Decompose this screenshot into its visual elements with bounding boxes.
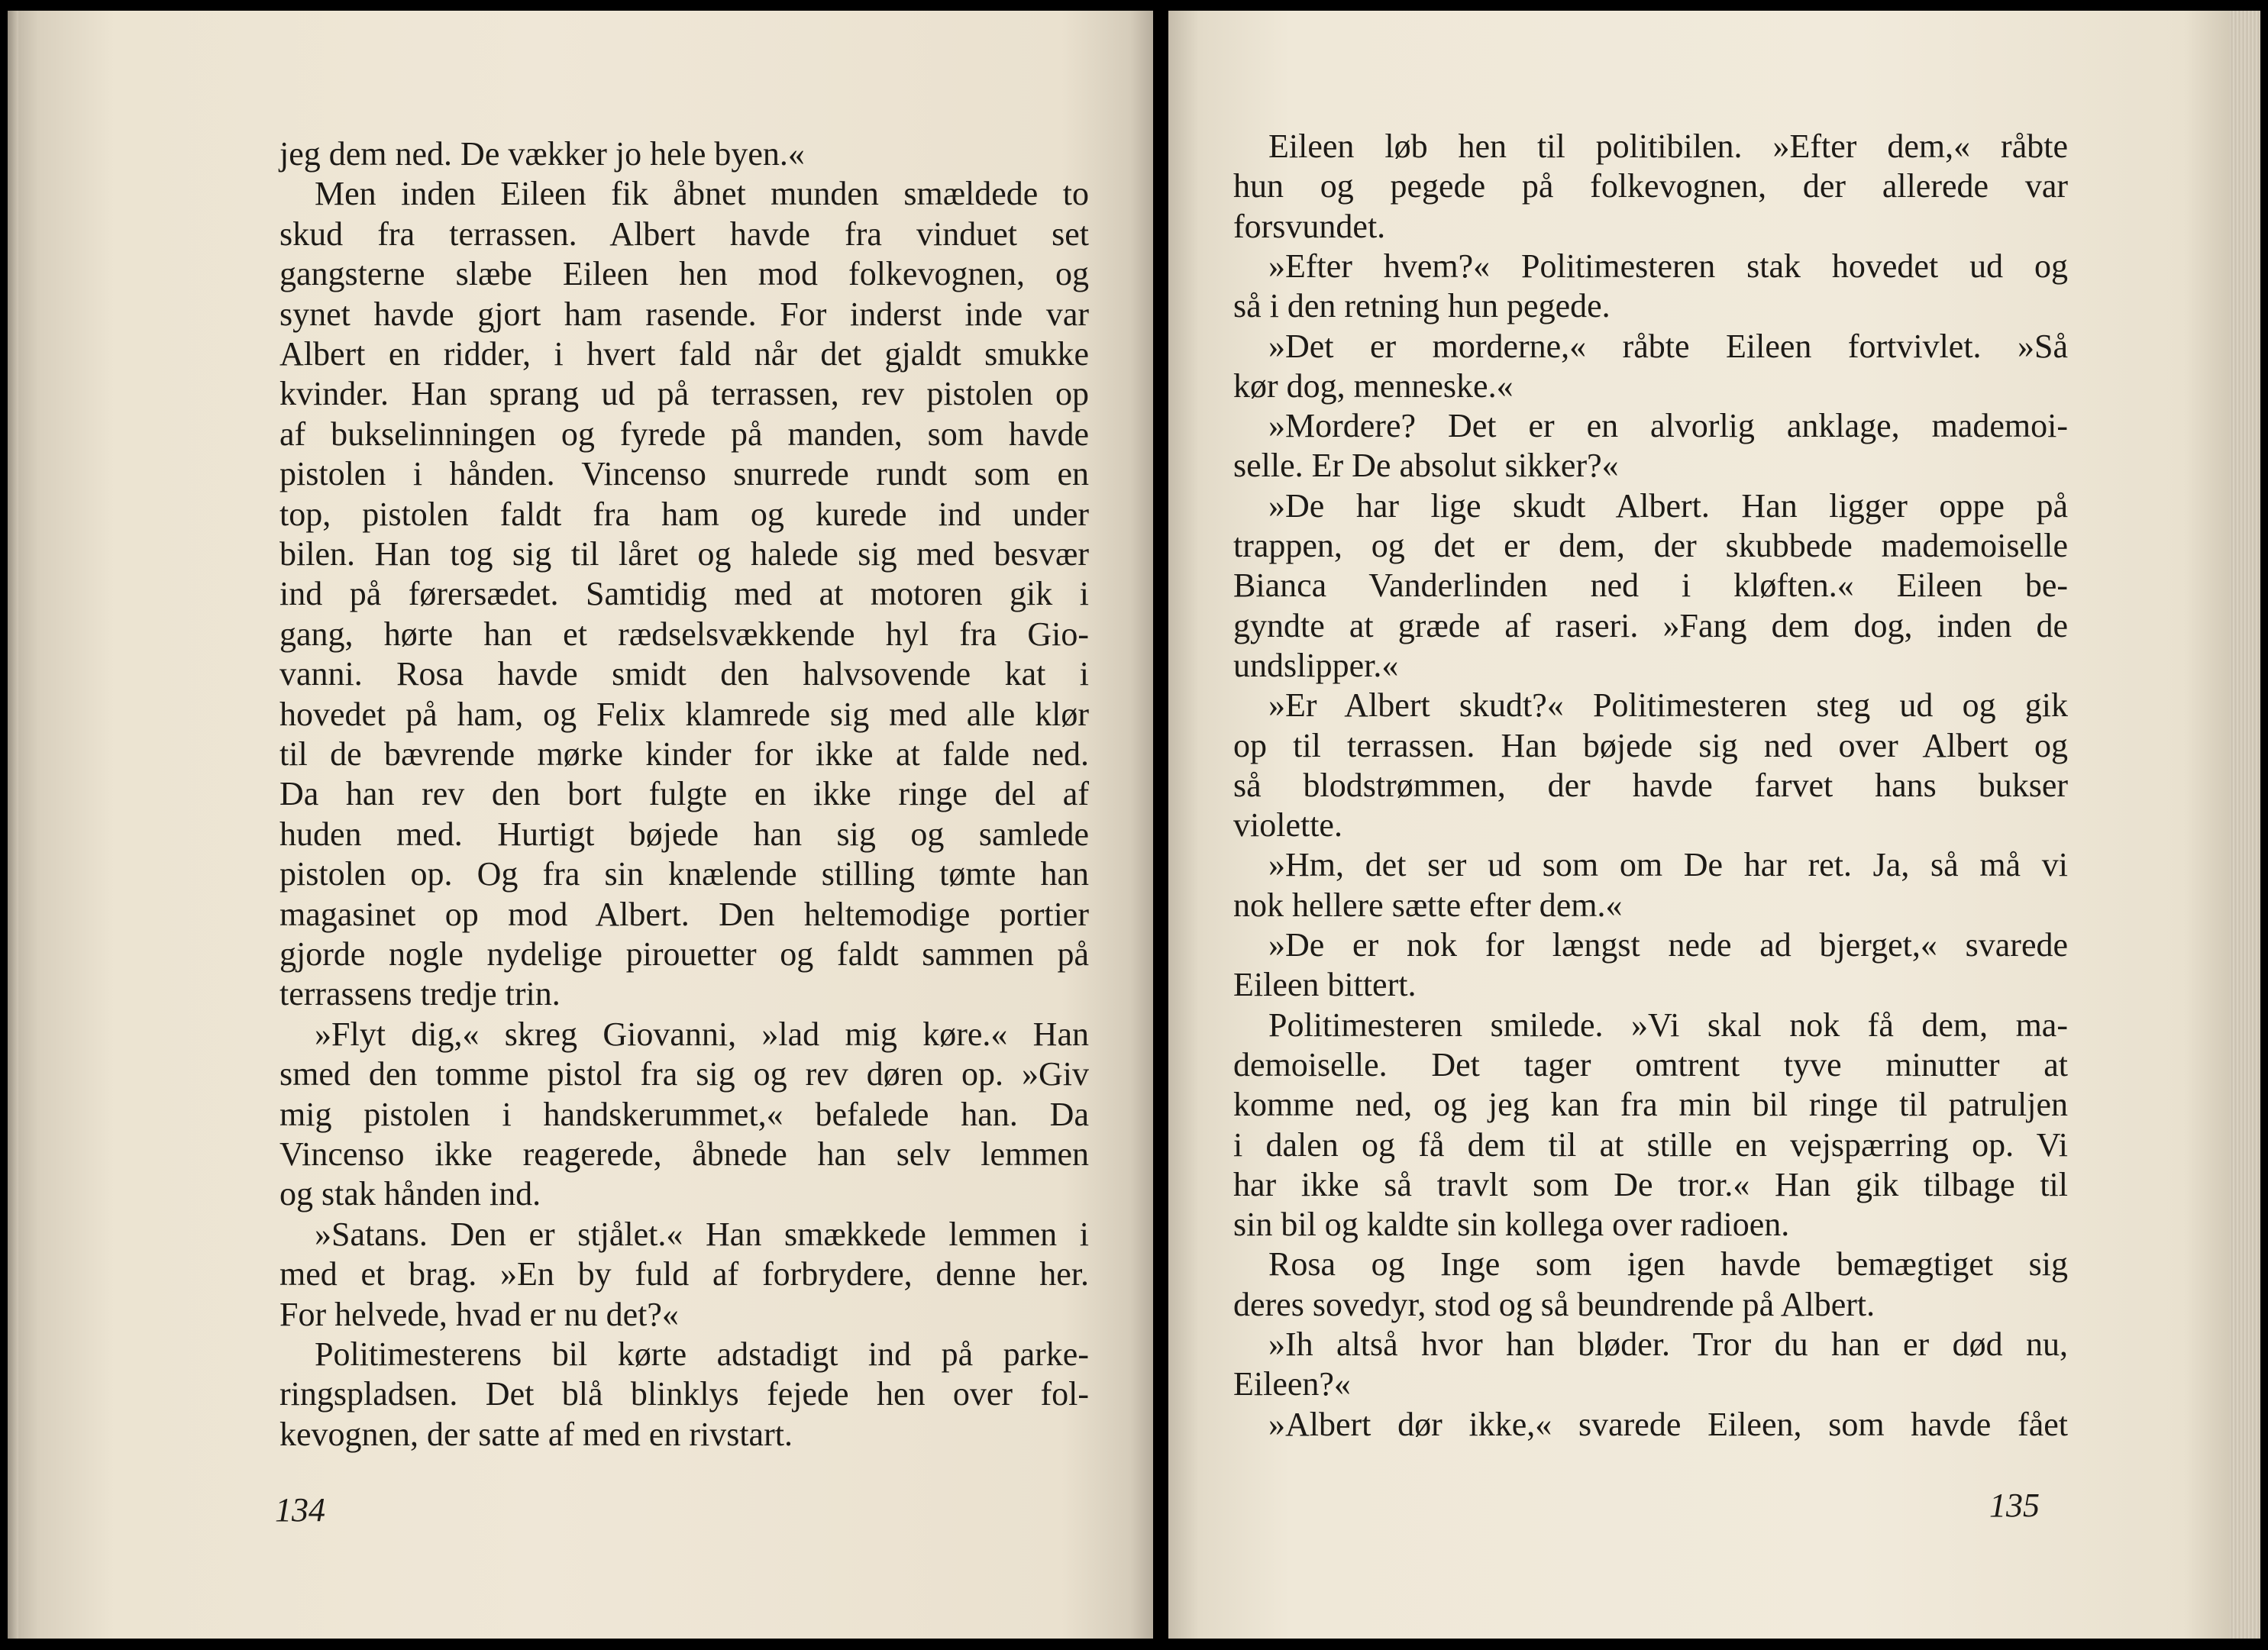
text-line: selle. Er De absolut sikker?« xyxy=(1233,447,1619,485)
text-line: gyndte at græde af raseri. »Fang dem dog, inden de xyxy=(1233,606,2068,644)
left-page-edge-shadow xyxy=(8,11,18,1639)
left-book-page xyxy=(8,11,1153,1639)
text-line: gjorde nogle nydelige pirouetter og faldt sammen på xyxy=(279,935,1089,973)
text-line: hovedet på ham, og Felix klamrede sig med alle klør xyxy=(279,695,1089,733)
text-line: gangsterne slæbe Eileen hen mod folkevognen, og xyxy=(279,255,1089,293)
text-line: hun og pegede på folkevognen, der allerede var xyxy=(1233,167,2068,205)
right-book-page xyxy=(1168,11,2260,1639)
right-page-number: 135 xyxy=(1989,1487,2040,1524)
text-line: og stak hånden ind. xyxy=(279,1175,541,1213)
text-line: »De har lige skudt Albert. Han ligger oppe på xyxy=(1268,486,2068,525)
text-line: Bianca Vanderlinden ned i kløften.« Eileen be- xyxy=(1233,567,2068,605)
text-line: op til terrassen. Han bøjede sig ned over Albert og xyxy=(1233,726,2068,764)
text-line: »Satans. Den er stjålet.« Han smækkede lemmen i xyxy=(315,1215,1089,1253)
right-page-stack-edge xyxy=(2230,11,2260,1639)
text-line: bilen. Han tog sig til låret og halede sig med besvær xyxy=(279,535,1089,573)
text-line: top, pistolen faldt fra ham og kurede ind under xyxy=(279,495,1089,533)
text-line: i dalen og få dem til at stille en vejspærring op. Vi xyxy=(1233,1125,2068,1164)
text-line: til de bævrende mørke kinder for ikke at falde ned. xyxy=(279,735,1089,773)
text-line: smed den tomme pistol fra sig og rev døren op. »Giv xyxy=(279,1055,1089,1093)
text-line: »Det er morderne,« råbte Eileen fortvivlet. »Så xyxy=(1268,327,2068,365)
text-line: sin bil og kaldte sin kollega over radioen. xyxy=(1233,1206,1790,1244)
text-line: »Efter hvem?« Politimesteren stak hovedet ud og xyxy=(1268,247,2068,285)
text-line: Men inden Eileen fik åbnet munden smældede to xyxy=(315,175,1089,213)
text-line: ind på førersædet. Samtidig med at motoren gik i xyxy=(279,575,1089,613)
text-line: Da han rev den bort fulgte en ikke ringe del af xyxy=(279,775,1089,813)
text-line: har ikke så travlt som De tror.« Han gik tilbage til xyxy=(1233,1165,2068,1203)
text-line: »Ih altså hvor han bløder. Tror du han er død nu, xyxy=(1268,1325,2068,1363)
text-line: Eileen?« xyxy=(1233,1365,1351,1403)
text-line: For helvede, hvad er nu det?« xyxy=(279,1295,679,1333)
text-line: Eileen bittert. xyxy=(1233,966,1417,1004)
left-page-number: 134 xyxy=(275,1491,325,1529)
text-line: Vincenso ikke reagerede, åbnede han selv lemmen xyxy=(279,1135,1089,1173)
text-line: Rosa og Inge som igen havde bemægtiget sig xyxy=(1268,1245,2068,1284)
text-line: mig pistolen i handskerummet,« befalede han. Da xyxy=(279,1095,1089,1133)
text-line: trappen, og det er dem, der skubbede mademoiselle xyxy=(1233,527,2068,564)
text-line: jeg dem ned. De vækker jo hele byen.« xyxy=(279,135,805,173)
text-line: Albert en ridder, i hvert fald når det gjaldt smukke xyxy=(279,335,1089,373)
text-line: huden med. Hurtigt bøjede han sig og samlede xyxy=(279,815,1089,853)
text-line: så i den retning hun pegede. xyxy=(1233,287,1611,325)
text-line: deres sovedyr, stod og så beundrende på Albert. xyxy=(1233,1285,1875,1323)
text-line: »De er nok for længst nede ad bjerget,« svarede xyxy=(1268,926,2068,964)
text-line: gang, hørte han et rædselsvækkende hyl fra Gio- xyxy=(279,615,1089,653)
text-line: synet havde gjort ham rasende. For inderst inde var xyxy=(279,295,1089,333)
text-line: af bukselinningen og fyrede på manden, som havde xyxy=(279,415,1089,453)
text-line: »Flyt dig,« skreg Giovanni, »lad mig køre.« Han xyxy=(315,1015,1089,1053)
text-line: »Hm, det ser ud som om De har ret. Ja, så må vi xyxy=(1268,846,2068,884)
text-line: pistolen op. Og fra sin knælende stilling tømte han xyxy=(279,855,1089,893)
text-line: Politimesterens bil kørte adstadigt ind på parke- xyxy=(315,1335,1089,1373)
text-line: Eileen løb hen til politibilen. »Efter dem,« råbte xyxy=(1268,128,2068,165)
text-line: magasinet op mod Albert. Den heltemodige portier xyxy=(279,895,1089,933)
text-line: nok hellere sætte efter dem.« xyxy=(1233,886,1623,924)
text-line: kvinder. Han sprang ud på terrassen, rev pistolen op xyxy=(279,375,1089,413)
text-line: kevognen, der satte af med en rivstart. xyxy=(279,1415,793,1453)
text-line: kør dog, menneske.« xyxy=(1233,366,1514,405)
text-line: demoiselle. Det tager omtrent tyve minutter at xyxy=(1233,1045,2068,1083)
text-line: ringspladsen. Det blå blinklys fejede hen over fol- xyxy=(279,1375,1089,1413)
text-line: skud fra terrassen. Albert havde fra vinduet set xyxy=(279,215,1089,253)
text-line: pistolen i hånden. Vincenso snurrede rundt som en xyxy=(279,455,1089,493)
text-line: »Albert dør ikke,« svarede Eileen, som havde fået xyxy=(1268,1405,2068,1443)
text-line: vanni. Rosa havde smidt den halvsovende kat i xyxy=(279,655,1089,693)
text-line: så blodstrømmen, der havde farvet hans bukser xyxy=(1233,766,2068,804)
text-line: »Mordere? Det er en alvorlig anklage, mademoi- xyxy=(1268,407,2068,445)
text-line: terrassens tredje trin. xyxy=(279,975,561,1013)
text-line: komme ned, og jeg kan fra min bil ringe til patruljen xyxy=(1233,1086,2068,1124)
text-line: »Er Albert skudt?« Politimesteren steg ud og gik xyxy=(1268,686,2068,725)
text-line: forsvundet. xyxy=(1233,207,1386,245)
text-line: med et brag. »En by fuld af forbrydere, denne her. xyxy=(279,1255,1089,1293)
text-line: violette. xyxy=(1233,806,1342,844)
text-line: undslipper.« xyxy=(1233,646,1399,684)
text-line: Politimesteren smilede. »Vi skal nok få dem, ma- xyxy=(1268,1006,2068,1044)
